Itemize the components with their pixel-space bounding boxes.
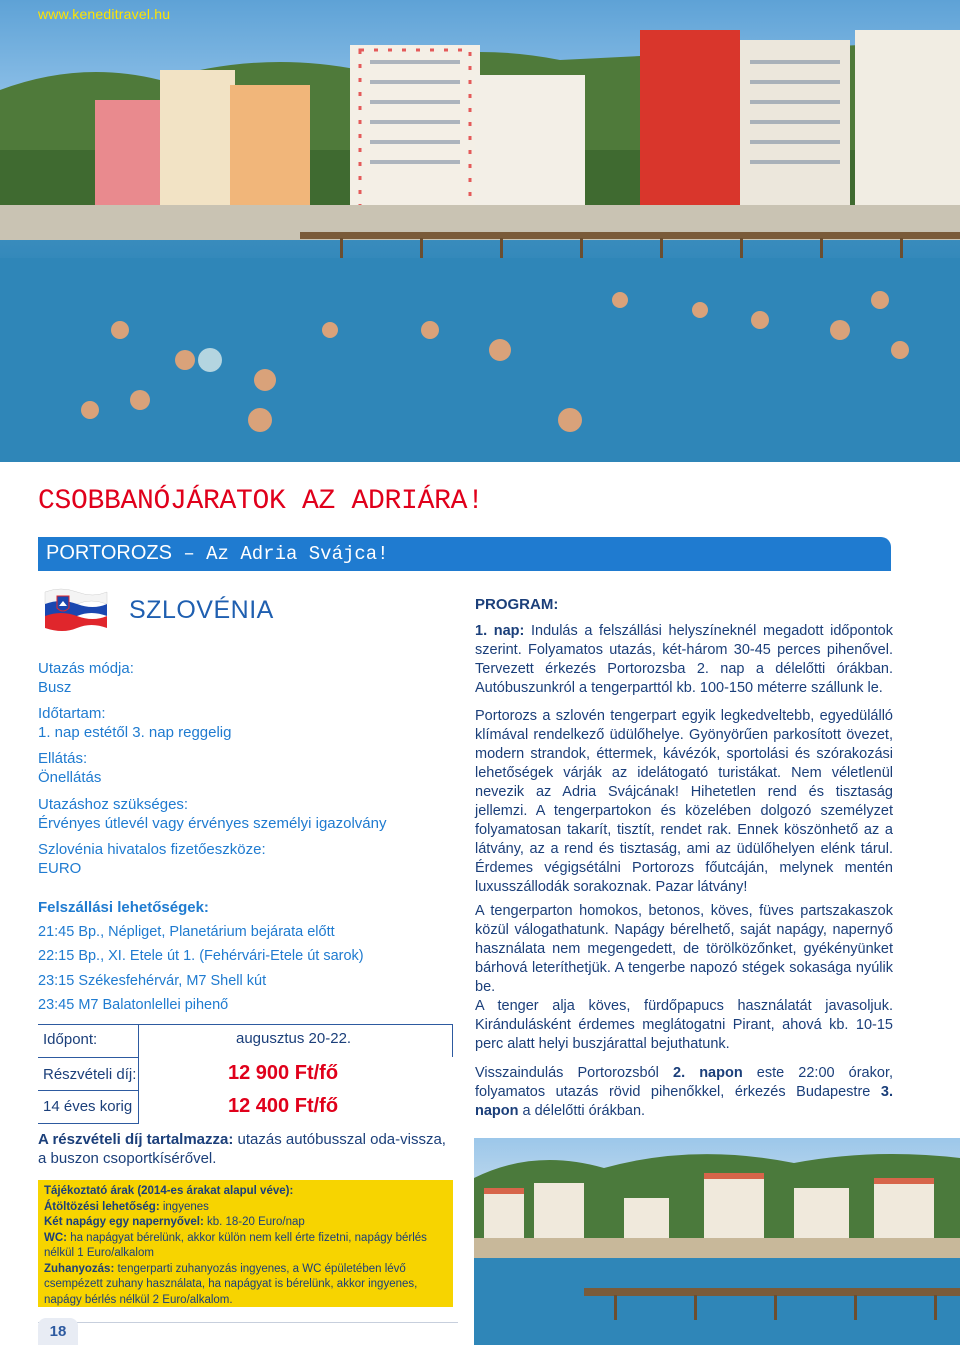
fee-includes [38, 1130, 458, 1168]
date-label: Időpont: [43, 1031, 98, 1048]
hero-photo [0, 0, 960, 462]
currency-value: EURO [38, 860, 82, 877]
return-text: este 22:00 órakor, folyamatos utazás rövid pihenőkkel, érkezés Budapestre [475, 1065, 893, 1100]
child-value: 12 400 Ft/fő [228, 1095, 339, 1117]
board [38, 749, 101, 787]
box-line-label: Átöltözési lehetőség: [44, 1200, 160, 1213]
coast-photo [474, 1138, 960, 1345]
program-day1 [475, 622, 893, 698]
slovenia-flag-icon [43, 586, 109, 634]
main-title: CSOBBANÓJÁRATOK AZ ADRIÁRA! [38, 486, 484, 517]
fee-label: Részvételi díj: [43, 1066, 137, 1083]
table-border [38, 1024, 453, 1025]
requirements [38, 795, 387, 833]
day1-label: 1. nap: [475, 623, 525, 639]
requirements-label: Utazáshoz szükséges: [38, 796, 189, 813]
program-paragraph: A tengerparton homokos, betonos, köves, füves partszakaszok közül válogathatunk. Napágy bérelhető, saját napágy, napernyő használata nem megengedett, de törölközőnket, gyékényünket bárhová leteríthetjük. A tengerbe napozó stégek sokasága nyúlik be. [475, 903, 893, 995]
currency [38, 840, 266, 878]
requirements-value: Érvényes útlevél vagy érvényes személyi igazolvány [38, 815, 387, 832]
return-text: Visszaindulás Portorozsból [475, 1065, 673, 1081]
includes-label: A részvételi díj tartalmazza: [38, 1131, 234, 1148]
page-footer-rule [38, 1322, 458, 1323]
departure-item: 21:45 Bp., Népliget, Planetárium bejárata előtt [38, 924, 335, 940]
duration-value: 1. nap estétől 3. nap reggelig [38, 724, 232, 741]
travel-mode [38, 659, 134, 697]
return-text: a délelőtti órákban. [518, 1103, 646, 1119]
duration-label: Időtartam: [38, 705, 106, 722]
departure-item: 23:15 Székesfehérvár, M7 Shell kút [38, 973, 267, 989]
box-line-text: tengerparti zuhanyozás ingyenes, a WC épületében lévő csempézett zuhany használata, ha napágyat is bérelünk, akkor ingyenes, napágy bérlés nélkül 2 Euro/alkalom. [44, 1262, 418, 1306]
program-heading: PROGRAM: [475, 596, 559, 613]
banner-subtitle: – Az Adria Svájca! [171, 543, 389, 565]
travel-mode-label: Utazás módja: [38, 660, 134, 677]
date-value: augusztus 20-22. [236, 1030, 352, 1047]
return-day: 2. napon [673, 1065, 743, 1081]
country-name: SZLOVÉNIA [129, 596, 274, 624]
beach-scene-illustration [0, 0, 960, 462]
table-border [138, 1024, 139, 1124]
box-line-text: ingyenes [159, 1200, 209, 1213]
child-label: 14 éves korig [43, 1098, 133, 1115]
program-return [475, 1064, 893, 1121]
box-line-text: kb. 18-20 Euro/nap [203, 1216, 305, 1228]
program-paragraph: A tenger alja köves, fürdőpapucs használatát javasoljuk. Kirándulásként érdemes meglátogatni Pirant, ahová kb. 10-15 perc alatt helyi buszjárattal bejuthatunk. [475, 998, 893, 1052]
box-line-label: Két napágy egy napernyővel: [44, 1216, 204, 1228]
price-table [38, 1024, 453, 1124]
board-label: Ellátás: [38, 750, 88, 767]
table-border [38, 1057, 138, 1058]
box-line-label: WC: [44, 1231, 67, 1244]
coast-illustration [474, 1138, 960, 1345]
departures-label: Felszállási lehetőségek: [38, 899, 209, 916]
banner-destination: PORTOROZS [46, 542, 172, 564]
box-line-label: Zuhanyozás: [44, 1262, 115, 1275]
travel-mode-value: Busz [38, 679, 72, 696]
destination-banner [38, 537, 891, 571]
day1-text: Indulás a felszállási helyszíneknél megadott időpontok szerint. Folyamatos utazás, két-három 30-45 perces pihenővel. Tervezett érkezés Portorozsba 2. nap a délelőtti órákban. Autóbuszunkról a tengerparttól kb. 100-150 méterre szállunk le. [475, 623, 893, 696]
price-info-box [38, 1180, 453, 1307]
program-paragraph: Portorozs a szlovén tengerpart egyik legkedveltebb, egyedülálló klímával rendelkező üdülőhelye. Gyönyörűen parkosított övezet, modern strandok, éttermek, kávézók, sportolási és szórakozási lehetőségek várják az idelátogató turistákat. Nem véletlenül nevezik az Adria Svájcának! Hihetetlen rend és tisztaság jellemzi. A tengerpartokon és közelében dolgozó személyzet folyamatosan takarít, tisztít, rendet rak. Ennek köszönhető az a látvány, az a rend és tisztaság, ami az üdülőhelyen elénk tárul. Érdemes végigsétálni Portorozs főutcáján, melynek mentén luxusszállodák sorakoznak. Pazar látvány! [475, 708, 893, 895]
currency-label: Szlovénia hivatalos fizetőeszköze: [38, 841, 266, 858]
departure-item: 23:45 M7 Balatonlellei pihenő [38, 997, 229, 1013]
table-border [38, 1123, 138, 1124]
table-border [452, 1024, 453, 1057]
page-number: 18 [38, 1318, 78, 1345]
return-day: 3. napon [475, 1084, 893, 1119]
includes-text: utazás autóbusszal oda-vissza, a buszon csoportkísérővel. [38, 1131, 446, 1167]
fee-value: 12 900 Ft/fő [228, 1062, 339, 1084]
departure-item: 22:15 Bp., XI. Etele út 1. (Fehérvári-Etele út sarok) [38, 948, 364, 964]
box-title: Tájékoztató árak (2014-es árakat alapul véve): [44, 1185, 294, 1197]
board-value: Önellátás [38, 769, 102, 786]
table-border [38, 1090, 138, 1091]
website-url[interactable]: www.keneditravel.hu [38, 6, 171, 22]
box-line-text: ha napágyat bérelünk, akkor külön nem kell érte fizetni, napágy bérlés nélkül 1 Euro/alkalom [44, 1231, 427, 1259]
duration [38, 704, 231, 742]
